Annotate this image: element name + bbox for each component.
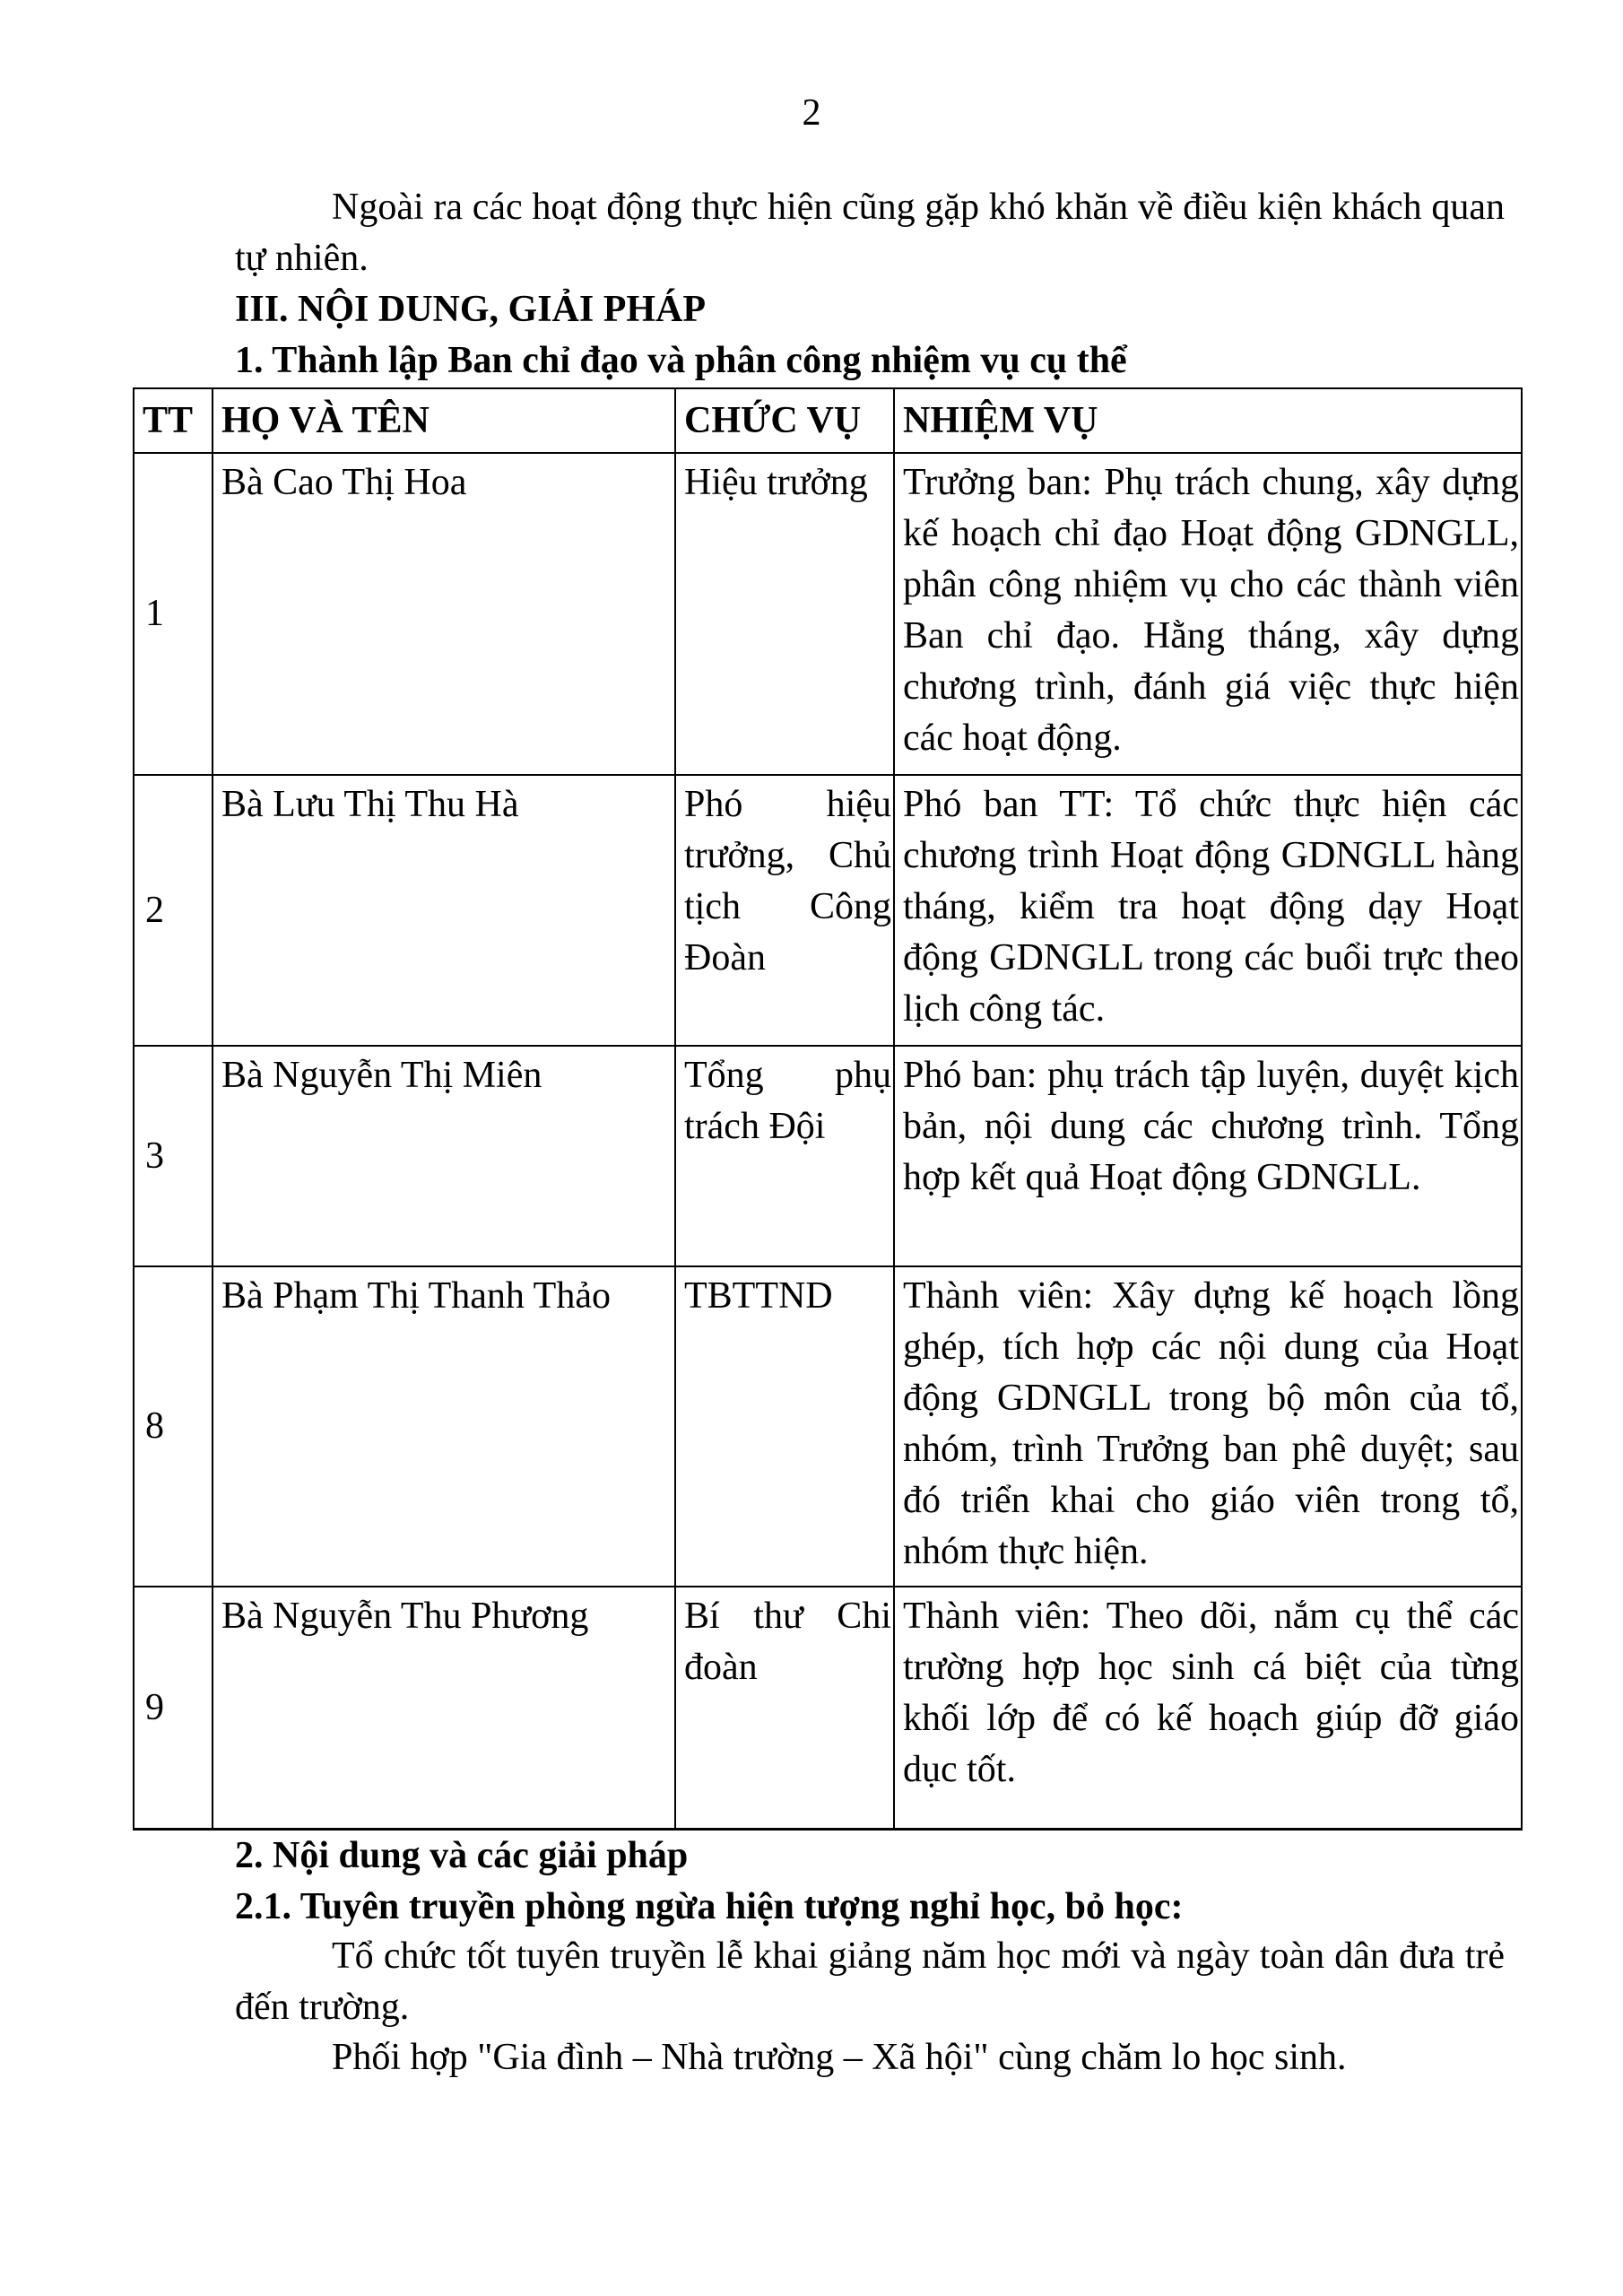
header-task: NHIỆM VỤ [894,388,1522,453]
header-role: CHỨC VỤ [675,388,894,453]
page-number: 2 [802,92,821,134]
subsection-2-1-heading: 2.1. Tuyên truyền phòng ngừa hiện tượng nghỉ học, bỏ học: [235,1886,1184,1927]
table-row [134,1587,1522,1830]
row-task: Thành viên: Theo dõi, nắm cụ thể các trường hợp học sinh cá biệt của từng khối lớp để có kế hoạch giúp đỡ giáo dục tốt. [894,1587,1522,1830]
paragraph-opening-ceremony: Tổ chức tốt tuyên truyền lễ khai giảng năm học mới và ngày toàn dân đưa trẻ đến trường. [235,1935,1505,2028]
row-tt: 3 [134,1046,213,1266]
section-heading: III. NỘI DUNG, GIẢI PHÁP [235,289,707,330]
header-tt: TT [134,388,213,453]
row-name: Bà Nguyễn Thu Phương [213,1587,675,1830]
table-row [134,775,1522,1046]
row-task: Trưởng ban: Phụ trách chung, xây dựng kế hoạch chỉ đạo Hoạt động GDNGLL, phân công nhiệm vụ cho các thành viên Ban chỉ đạo. Hằng tháng, xây dựng chương trình, đánh giá việc thực hiện các hoạt động. [894,453,1522,775]
row-tt: 1 [134,453,213,775]
row-tt: 2 [134,775,213,1046]
row-task: Thành viên: Xây dựng kế hoạch lồng ghép, tích hợp các nội dung của Hoạt động GDNGLL trong bộ môn của tổ, nhóm, trình Trưởng ban phê duyệt; sau đó triển khai cho giáo viên trong tổ, nhóm thực hiện. [894,1266,1522,1587]
table-row [134,1266,1522,1587]
table-header-row [134,388,1522,453]
table-row [134,1046,1522,1266]
row-role: Phó hiệu trưởng, Chủ tịch Công Đoàn [675,775,894,1046]
row-role: Tổng phụ trách Đội [675,1046,894,1266]
row-role: TBTTND [675,1266,894,1587]
committee-table [133,387,1523,1831]
table-row [134,453,1522,775]
paragraph-cooperation: Phối hợp "Gia đình – Nhà trường – Xã hội" cùng chăm lo học sinh. [332,2037,1347,2078]
intro-paragraph: Ngoài ra các hoạt động thực hiện cũng gặp khó khăn về điều kiện khách quan tự nhiên. [235,187,1505,279]
row-name: Bà Phạm Thị Thanh Thảo [213,1266,675,1587]
row-role: Hiệu trưởng [675,453,894,775]
row-task: Phó ban TT: Tổ chức thực hiện các chương trình Hoạt động GDNGLL hàng tháng, kiểm tra hoạt động dạy Hoạt động GDNGLL trong các buổi trực theo lịch công tác. [894,775,1522,1046]
header-name: HỌ VÀ TÊN [213,388,675,453]
row-task: Phó ban: phụ trách tập luyện, duyệt kịch bản, nội dung các chương trình. Tổng hợp kết quả Hoạt động GDNGLL. [894,1046,1522,1266]
row-name: Bà Lưu Thị Thu Hà [213,775,675,1046]
row-name: Bà Cao Thị Hoa [213,453,675,775]
row-name: Bà Nguyễn Thị Miên [213,1046,675,1266]
subsection-2-heading: 2. Nội dung và các giải pháp [235,1835,689,1876]
row-role: Bí thư Chi đoàn [675,1587,894,1830]
subsection-1-heading: 1. Thành lập Ban chỉ đạo và phân công nhiệm vụ cụ thể [235,340,1127,381]
row-tt: 8 [134,1266,213,1587]
row-tt: 9 [134,1587,213,1830]
